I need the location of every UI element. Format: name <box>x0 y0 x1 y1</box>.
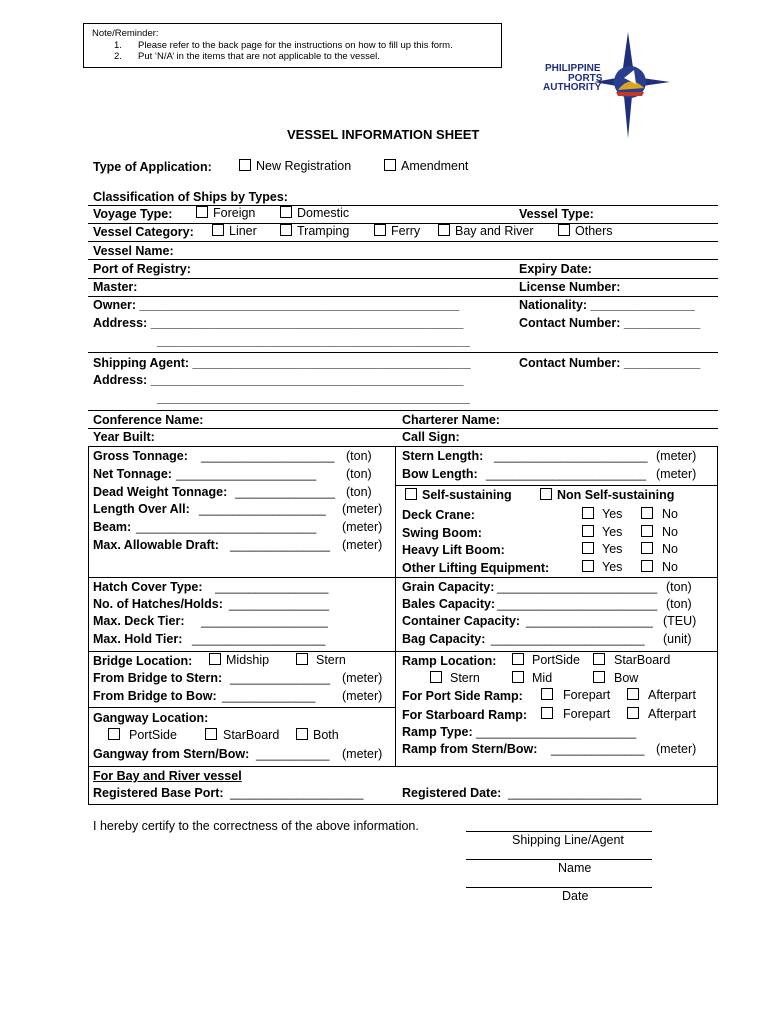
ramp-type-field[interactable]: ________________________ <box>476 725 637 739</box>
stern-label: Stern <box>450 671 480 685</box>
divider <box>88 352 718 353</box>
registered-base-port-field[interactable]: ____________________ <box>230 786 364 800</box>
divider <box>396 485 717 486</box>
ramp-mid-option[interactable] <box>512 671 552 685</box>
loa-field[interactable]: ___________________ <box>199 502 326 516</box>
checkbox[interactable] <box>582 507 594 519</box>
checkbox[interactable] <box>641 507 653 519</box>
dwt-label: Dead Weight Tonnage: <box>93 485 228 499</box>
voyage-type-label: Voyage Type: <box>93 207 173 221</box>
portside-label: PortSide <box>532 653 580 667</box>
owner-address-field[interactable]: Address: _____________________________________________ <box>93 316 464 330</box>
divider <box>88 241 718 242</box>
mid-label: Mid <box>532 671 553 685</box>
ferry-checkbox[interactable] <box>374 224 386 236</box>
mid-checkbox[interactable] <box>512 671 524 683</box>
gangway-from-unit: (meter) <box>342 747 383 761</box>
divider <box>88 651 718 652</box>
bow-checkbox[interactable] <box>593 671 605 683</box>
ferry-label: Ferry <box>391 224 421 238</box>
deck-tier-label: Max. Deck Tier: <box>93 614 185 628</box>
form-title: VESSEL INFORMATION SHEET <box>287 127 480 142</box>
nationality-field[interactable]: Nationality: _______________ <box>519 298 695 312</box>
no-label: No <box>662 525 678 539</box>
deck-tier-field[interactable]: ___________________ <box>201 614 328 628</box>
hold-tier-label: Max. Hold Tier: <box>93 632 183 646</box>
stern-checkbox[interactable] <box>296 653 308 665</box>
grain-capacity-field[interactable]: ________________________ <box>497 580 658 594</box>
bag-capacity-unit: (unit) <box>663 632 692 646</box>
deck-crane-yes[interactable] <box>582 507 622 521</box>
beam-label: Beam: <box>93 520 132 534</box>
ramp-from-unit: (meter) <box>656 742 697 756</box>
draft-unit: (meter) <box>342 538 383 552</box>
divider <box>88 766 718 767</box>
bow-length-label: Bow Length: <box>402 467 478 481</box>
self-sustaining-option[interactable] <box>405 488 512 502</box>
grain-capacity-label: Grain Capacity: <box>402 580 495 594</box>
note-item-1-text: Please refer to the back page for the instructions on how to fill up this form. <box>138 40 453 51</box>
stern-checkbox[interactable] <box>430 671 442 683</box>
deck-crane-label: Deck Crane: <box>402 508 475 522</box>
dwt-unit: (ton) <box>346 485 372 499</box>
bay-river-label: Bay and River <box>455 224 534 238</box>
swing-boom-no[interactable] <box>641 525 678 539</box>
afterpart-checkbox[interactable] <box>627 707 639 719</box>
bridge-to-stern-field[interactable]: _______________ <box>230 671 331 685</box>
checkbox[interactable] <box>641 542 653 554</box>
grid-left-border <box>88 446 89 804</box>
grid-top-border <box>88 446 718 447</box>
checkbox[interactable] <box>582 525 594 537</box>
bales-capacity-label: Bales Capacity: <box>402 597 496 611</box>
owner-contact-field[interactable]: Contact Number: ___________ <box>519 316 701 330</box>
ramp-from-field[interactable]: ______________ <box>551 742 645 756</box>
domestic-checkbox[interactable] <box>280 206 292 218</box>
ramp-type-label: Ramp Type: <box>402 725 473 739</box>
no-label: No <box>662 542 678 556</box>
tramping-label: Tramping <box>297 224 350 238</box>
draft-label: Max. Allowable Draft: <box>93 538 219 552</box>
hatch-type-label: Hatch Cover Type: <box>93 580 203 594</box>
agent-address-field[interactable]: Address: _____________________________________________ <box>93 373 464 387</box>
application-label: Type of Application: <box>93 160 212 174</box>
checkbox[interactable] <box>582 560 594 572</box>
bridge-to-bow-label: From Bridge to Bow: <box>93 689 217 703</box>
portside-checkbox[interactable] <box>512 653 524 665</box>
self-sustaining-checkbox[interactable] <box>405 488 417 500</box>
foreign-checkbox[interactable] <box>196 206 208 218</box>
bag-capacity-field[interactable]: _______________________ <box>491 632 645 646</box>
bridge-midship-option[interactable] <box>209 653 269 667</box>
port-ramp-afterpart-option[interactable] <box>627 688 696 702</box>
hatches-field[interactable]: _______________ <box>229 597 330 611</box>
swing-boom-yes[interactable] <box>582 525 622 539</box>
gangway-from-field[interactable]: ___________ <box>256 747 330 761</box>
other-lifting-yes[interactable] <box>582 560 622 574</box>
tramping-checkbox[interactable] <box>280 224 292 236</box>
vessel-type-label: Vessel Type: <box>519 207 594 221</box>
signature-line-agent[interactable] <box>466 831 652 832</box>
logo-line2: PORTS <box>568 73 603 84</box>
container-capacity-unit: (TEU) <box>663 614 697 628</box>
gangway-location-label: Gangway Location: <box>93 711 209 725</box>
foreign-label: Foreign <box>213 206 256 220</box>
midship-checkbox[interactable] <box>209 653 221 665</box>
port-side-ramp-label: For Port Side Ramp: <box>402 689 523 703</box>
grid-right-border <box>717 446 718 804</box>
starboard-checkbox[interactable] <box>205 728 217 740</box>
container-capacity-label: Container Capacity: <box>402 614 521 628</box>
new-registration-checkbox[interactable] <box>239 159 251 171</box>
non-self-sustaining-option[interactable] <box>540 488 674 502</box>
yes-label: Yes <box>602 560 623 574</box>
yes-label: Yes <box>602 542 623 556</box>
agent-address-line2[interactable]: _____________________________________________ <box>157 391 470 405</box>
year-built-label: Year Built: <box>93 430 155 444</box>
port-registry-label: Port of Registry: <box>93 262 191 276</box>
beam-unit: (meter) <box>342 520 383 534</box>
ramp-stern-option[interactable] <box>430 671 480 685</box>
vessel-category-label: Vessel Category: <box>93 225 194 239</box>
heavy-lift-yes[interactable] <box>582 542 622 556</box>
checkbox[interactable] <box>641 525 653 537</box>
gross-tonnage-label: Gross Tonnage: <box>93 449 188 463</box>
stern-length-field[interactable]: _______________________ <box>494 449 648 463</box>
portside-label: PortSide <box>129 728 177 742</box>
star-ramp-afterpart-option[interactable] <box>627 707 696 721</box>
conference-name-label: Conference Name: <box>93 413 204 427</box>
note-item-1-num: 1. <box>114 40 122 51</box>
category-ferry-option[interactable] <box>374 224 420 238</box>
registered-base-port-label: Registered Base Port: <box>93 786 224 800</box>
both-label: Both <box>313 728 339 742</box>
amendment-option[interactable] <box>384 159 468 173</box>
bridge-to-bow-field[interactable]: ______________ <box>222 689 316 703</box>
divider <box>88 205 718 206</box>
signature-name-label: Name <box>558 861 592 875</box>
bridge-to-bow-unit: (meter) <box>342 689 383 703</box>
owner-field[interactable]: Owner: ______________________________________________ <box>93 298 460 312</box>
category-tramping-option[interactable] <box>280 224 349 238</box>
voyage-foreign-option[interactable] <box>196 206 255 220</box>
starboard-ramp-label: For Starboard Ramp: <box>402 708 528 722</box>
yes-label: Yes <box>602 507 623 521</box>
signature-agent-label: Shipping Line/Agent <box>512 833 624 847</box>
category-others-option[interactable] <box>558 224 613 238</box>
liner-checkbox[interactable] <box>212 224 224 236</box>
gangway-from-label: Gangway from Stern/Bow: <box>93 747 250 761</box>
forepart-checkbox[interactable] <box>541 707 553 719</box>
afterpart-checkbox[interactable] <box>627 688 639 700</box>
yes-label: Yes <box>602 525 623 539</box>
stern-length-unit: (meter) <box>656 449 697 463</box>
note-title: Note/Reminder: <box>92 28 159 39</box>
bridge-location-label: Bridge Location: <box>93 654 193 668</box>
starboard-label: StarBoard <box>223 728 280 742</box>
logo-line1: PHILIPPINE <box>545 63 601 74</box>
other-lifting-label: Other Lifting Equipment: <box>402 561 550 575</box>
heavy-lift-no[interactable] <box>641 542 678 556</box>
deck-crane-no[interactable] <box>641 507 678 521</box>
amendment-checkbox[interactable] <box>384 159 396 171</box>
bales-capacity-unit: (ton) <box>666 597 692 611</box>
other-lifting-no[interactable] <box>641 560 678 574</box>
domestic-label: Domestic <box>297 206 350 220</box>
dwt-field[interactable]: _______________ <box>235 485 336 499</box>
divider <box>88 707 395 708</box>
swing-boom-label: Swing Boom: <box>402 526 482 540</box>
bay-river-checkbox[interactable] <box>438 224 450 236</box>
grain-capacity-unit: (ton) <box>666 580 692 594</box>
no-label: No <box>662 507 678 521</box>
port-ramp-forepart-option[interactable] <box>541 688 610 702</box>
gross-tonnage-field[interactable]: ____________________ <box>201 449 335 463</box>
charterer-name-label: Charterer Name: <box>402 413 500 427</box>
divider <box>88 296 718 297</box>
agent-contact-field[interactable]: Contact Number: ___________ <box>519 356 701 370</box>
beam-field[interactable]: ___________________________ <box>136 520 317 534</box>
bay-river-heading: For Bay and River vessel <box>93 769 242 783</box>
call-sign-label: Call Sign: <box>402 430 460 444</box>
voyage-domestic-option[interactable] <box>280 206 349 220</box>
net-tonnage-label: Net Tonnage: <box>93 467 172 481</box>
divider <box>88 577 718 578</box>
bow-length-field[interactable]: ________________________ <box>486 467 647 481</box>
net-tonnage-unit: (ton) <box>346 467 372 481</box>
draft-field[interactable]: _______________ <box>230 538 331 552</box>
bow-length-unit: (meter) <box>656 467 697 481</box>
others-checkbox[interactable] <box>558 224 570 236</box>
stern-label: Stern <box>316 653 346 667</box>
no-label: No <box>662 560 678 574</box>
star-ramp-forepart-option[interactable] <box>541 707 610 721</box>
new-registration-option[interactable] <box>239 159 351 173</box>
ramp-bow-option[interactable] <box>593 671 638 685</box>
self-sustaining-label: Self-sustaining <box>422 488 512 502</box>
note-item-2-text: Put ‘N/A’ in the items that are not applicable to the vessel. <box>138 51 380 62</box>
new-registration-label: New Registration <box>256 159 352 173</box>
license-number-label: License Number: <box>519 280 621 294</box>
hold-tier-field[interactable]: ____________________ <box>192 632 326 646</box>
gangway-portside-option[interactable] <box>108 728 177 742</box>
bag-capacity-label: Bag Capacity: <box>402 632 486 646</box>
registered-date-field[interactable]: ____________________ <box>508 786 642 800</box>
grid-middle-border <box>395 446 396 766</box>
shipping-agent-field[interactable]: Shipping Agent: ________________________________________ <box>93 356 471 370</box>
stern-length-label: Stern Length: <box>402 449 484 463</box>
divider <box>88 428 718 429</box>
hatch-type-field[interactable]: _________________ <box>215 580 329 594</box>
signature-date-label: Date <box>562 889 589 903</box>
afterpart-label: Afterpart <box>648 707 696 721</box>
container-capacity-field[interactable]: ___________________ <box>526 614 653 628</box>
gangway-both-option[interactable] <box>296 728 339 742</box>
midship-label: Midship <box>226 653 270 667</box>
divider <box>88 410 718 411</box>
classification-heading: Classification of Ships by Types: <box>93 190 288 204</box>
divider <box>88 278 718 279</box>
reminder-note <box>83 23 502 68</box>
ramp-portside-option[interactable] <box>512 653 580 667</box>
bow-label: Bow <box>614 671 639 685</box>
others-label: Others <box>575 224 613 238</box>
forepart-label: Forepart <box>563 688 611 702</box>
gross-tonnage-unit: (ton) <box>346 449 372 463</box>
logo-line3: AUTHORITY <box>543 82 602 93</box>
bales-capacity-field[interactable]: ________________________ <box>497 597 658 611</box>
both-checkbox[interactable] <box>296 728 308 740</box>
vessel-name-label: Vessel Name: <box>93 244 174 258</box>
hatches-label: No. of Hatches/Holds: <box>93 597 223 611</box>
certification-text: I hereby certify to the correctness of the above information. <box>93 819 419 833</box>
bridge-to-stern-unit: (meter) <box>342 671 383 685</box>
signature-line-name[interactable] <box>466 859 652 860</box>
gangway-starboard-option[interactable] <box>205 728 279 742</box>
category-bay-river-option[interactable] <box>438 224 534 238</box>
starboard-checkbox[interactable] <box>593 653 605 665</box>
liner-label: Liner <box>229 224 257 238</box>
divider <box>88 259 718 260</box>
checkbox[interactable] <box>641 560 653 572</box>
expiry-date-label: Expiry Date: <box>519 262 592 276</box>
afterpart-label: Afterpart <box>648 688 696 702</box>
note-item-2-num: 2. <box>114 51 122 62</box>
non-self-sustaining-checkbox[interactable] <box>540 488 552 500</box>
owner-address-line2[interactable]: _____________________________________________ <box>157 334 470 348</box>
bridge-stern-option[interactable] <box>296 653 346 667</box>
forepart-checkbox[interactable] <box>541 688 553 700</box>
non-self-sustaining-label: Non Self-sustaining <box>557 488 675 502</box>
checkbox[interactable] <box>582 542 594 554</box>
forepart-label: Forepart <box>563 707 611 721</box>
master-label: Master: <box>93 280 138 294</box>
portside-checkbox[interactable] <box>108 728 120 740</box>
amendment-label: Amendment <box>401 159 469 173</box>
compass-icon <box>590 30 672 140</box>
net-tonnage-field[interactable]: _____________________ <box>176 467 317 481</box>
ramp-location-label: Ramp Location: <box>402 654 497 668</box>
starboard-label: StarBoard <box>614 653 671 667</box>
ramp-starboard-option[interactable] <box>593 653 670 667</box>
bridge-to-stern-label: From Bridge to Stern: <box>93 671 223 685</box>
category-liner-option[interactable] <box>212 224 257 238</box>
signature-line-date[interactable] <box>466 887 652 888</box>
registered-date-label: Registered Date: <box>402 786 502 800</box>
heavy-lift-label: Heavy Lift Boom: <box>402 543 505 557</box>
loa-label: Length Over All: <box>93 502 190 516</box>
ramp-from-label: Ramp from Stern/Bow: <box>402 742 538 756</box>
loa-unit: (meter) <box>342 502 383 516</box>
grid-bottom-border <box>88 804 718 805</box>
